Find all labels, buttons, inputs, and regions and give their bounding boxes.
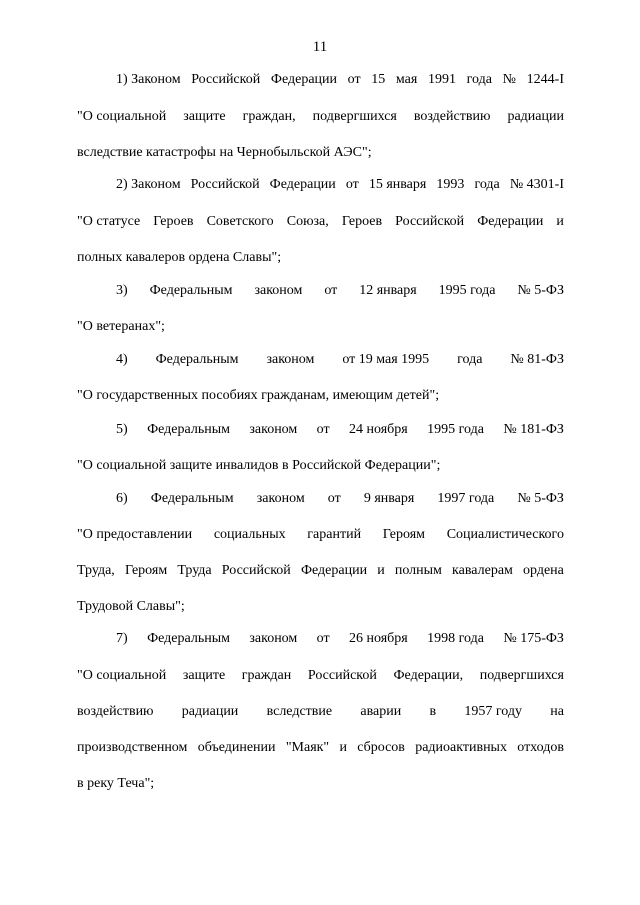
- word: "О предоставлении: [77, 527, 193, 542]
- word: в реку Теча";: [77, 776, 155, 791]
- text-line: [77, 317, 564, 337]
- word: подвергшихся: [479, 668, 564, 683]
- word: 1993: [436, 177, 465, 192]
- word: 26 ноября: [349, 631, 408, 646]
- word: отходов: [517, 740, 564, 755]
- word: 2) Законом: [116, 177, 181, 192]
- word: и: [556, 214, 564, 229]
- text-line: [77, 702, 564, 722]
- text-line: [116, 350, 564, 370]
- word: от: [316, 631, 330, 646]
- word: 1991: [428, 72, 456, 87]
- word: Российской: [190, 177, 260, 192]
- word: Федеральным: [149, 283, 233, 298]
- word: 1957 году: [464, 704, 522, 719]
- word: от: [345, 177, 359, 192]
- word: 1995 года: [438, 283, 496, 298]
- word: года: [466, 72, 492, 87]
- word: граждан,: [242, 109, 296, 124]
- text-line: [77, 666, 564, 686]
- word: Федерации,: [393, 668, 464, 683]
- word: 15: [371, 72, 386, 87]
- word: Федеральным: [155, 352, 239, 367]
- word: законом: [254, 283, 303, 298]
- word: 5): [116, 422, 128, 437]
- word: Федеральным: [147, 422, 230, 437]
- word: 1244-I: [526, 72, 564, 87]
- word: года: [457, 352, 483, 367]
- word: радиоактивных: [415, 740, 507, 755]
- word: 4): [116, 352, 128, 367]
- word: Союза,: [286, 214, 329, 229]
- word: № 4301-I: [509, 177, 564, 192]
- text-line: [116, 281, 564, 301]
- text-line: [116, 70, 564, 90]
- word: полных кавалеров ордена Славы";: [77, 250, 282, 265]
- word: защите: [182, 668, 226, 683]
- word: ордена: [523, 563, 564, 578]
- word: Героям: [382, 527, 426, 542]
- word: воздействию: [413, 109, 491, 124]
- word: производственном: [77, 740, 188, 755]
- word: Героям: [124, 563, 168, 578]
- word: кавалерам: [452, 563, 513, 578]
- word: 1995 года: [427, 422, 484, 437]
- word: Федерации: [270, 72, 338, 87]
- word: вследствие: [266, 704, 333, 719]
- word: законом: [266, 352, 315, 367]
- word: воздействию: [77, 704, 154, 719]
- word: Трудовой Славы";: [77, 599, 185, 614]
- text-line: [77, 525, 564, 545]
- text-line: [116, 420, 564, 440]
- word: защите: [183, 109, 226, 124]
- word: 6): [116, 491, 128, 506]
- text-line: [77, 738, 564, 758]
- word: 9 января: [363, 491, 415, 506]
- word: "О государственных пособиях гражданам, имеющим детей";: [77, 388, 440, 403]
- word: Социалистического: [446, 527, 564, 542]
- word: № 181-ФЗ: [503, 422, 564, 437]
- page-number: 11: [312, 39, 328, 55]
- word: "О статусе: [77, 214, 141, 229]
- word: и: [377, 563, 385, 578]
- text-line: [77, 248, 564, 268]
- word: Героев: [341, 214, 383, 229]
- word: "Маяк": [285, 740, 330, 755]
- text-line: [77, 107, 564, 127]
- word: № 5-ФЗ: [517, 283, 564, 298]
- text-line: [77, 212, 564, 232]
- word: от: [327, 491, 341, 506]
- word: объединении: [197, 740, 276, 755]
- text-line: [77, 561, 564, 581]
- word: сбросов: [357, 740, 405, 755]
- word: мая: [395, 72, 418, 87]
- word: 24 ноября: [349, 422, 408, 437]
- word: 1998 года: [427, 631, 484, 646]
- word: в: [429, 704, 437, 719]
- word: от 19 мая 1995: [342, 352, 430, 367]
- word: № 175-ФЗ: [503, 631, 564, 646]
- word: Труда: [177, 563, 212, 578]
- text-line: [77, 456, 564, 476]
- word: социальных: [213, 527, 286, 542]
- word: "О ветеранах";: [77, 319, 165, 334]
- word: аварии: [360, 704, 402, 719]
- word: радиации: [181, 704, 239, 719]
- word: № 5-ФЗ: [517, 491, 564, 506]
- word: Федерации: [269, 177, 336, 192]
- word: граждан: [241, 668, 292, 683]
- word: года: [474, 177, 500, 192]
- word: 1997 года: [437, 491, 495, 506]
- word: от: [347, 72, 361, 87]
- text-line: [77, 597, 564, 617]
- word: вследствие катастрофы на Чернобыльской АЭС";: [77, 145, 372, 160]
- word: законом: [249, 422, 298, 437]
- word: Федерации: [300, 563, 368, 578]
- word: № 81-ФЗ: [510, 352, 564, 367]
- word: "О социальной защите инвалидов в Российской Федерации";: [77, 458, 441, 473]
- text-line: [77, 143, 564, 163]
- word: полным: [394, 563, 442, 578]
- word: "О социальной: [77, 109, 167, 124]
- word: Труда,: [77, 563, 115, 578]
- word: 3): [116, 283, 128, 298]
- word: Российской: [191, 72, 261, 87]
- text-line: [116, 175, 564, 195]
- text-line: [116, 489, 564, 509]
- word: и: [339, 740, 347, 755]
- word: от: [324, 283, 338, 298]
- word: на: [550, 704, 564, 719]
- word: "О социальной: [77, 668, 167, 683]
- word: Федеральным: [147, 631, 230, 646]
- text-line: [77, 774, 564, 794]
- word: Федерации: [477, 214, 544, 229]
- word: Героев: [153, 214, 194, 229]
- text-line: [116, 629, 564, 649]
- word: Федеральным: [150, 491, 234, 506]
- word: 1) Законом: [116, 72, 181, 87]
- word: 15 января: [368, 177, 427, 192]
- word: 7): [116, 631, 128, 646]
- word: №: [502, 72, 516, 87]
- word: гарантий: [307, 527, 362, 542]
- word: Советского: [206, 214, 274, 229]
- word: законом: [256, 491, 305, 506]
- word: Российской: [221, 563, 291, 578]
- text-line: [77, 386, 564, 406]
- word: 12 января: [359, 283, 417, 298]
- word: подвергшихся: [312, 109, 397, 124]
- word: Российской: [307, 668, 377, 683]
- word: Российской: [395, 214, 465, 229]
- word: законом: [249, 631, 298, 646]
- word: радиации: [507, 109, 564, 124]
- word: от: [316, 422, 330, 437]
